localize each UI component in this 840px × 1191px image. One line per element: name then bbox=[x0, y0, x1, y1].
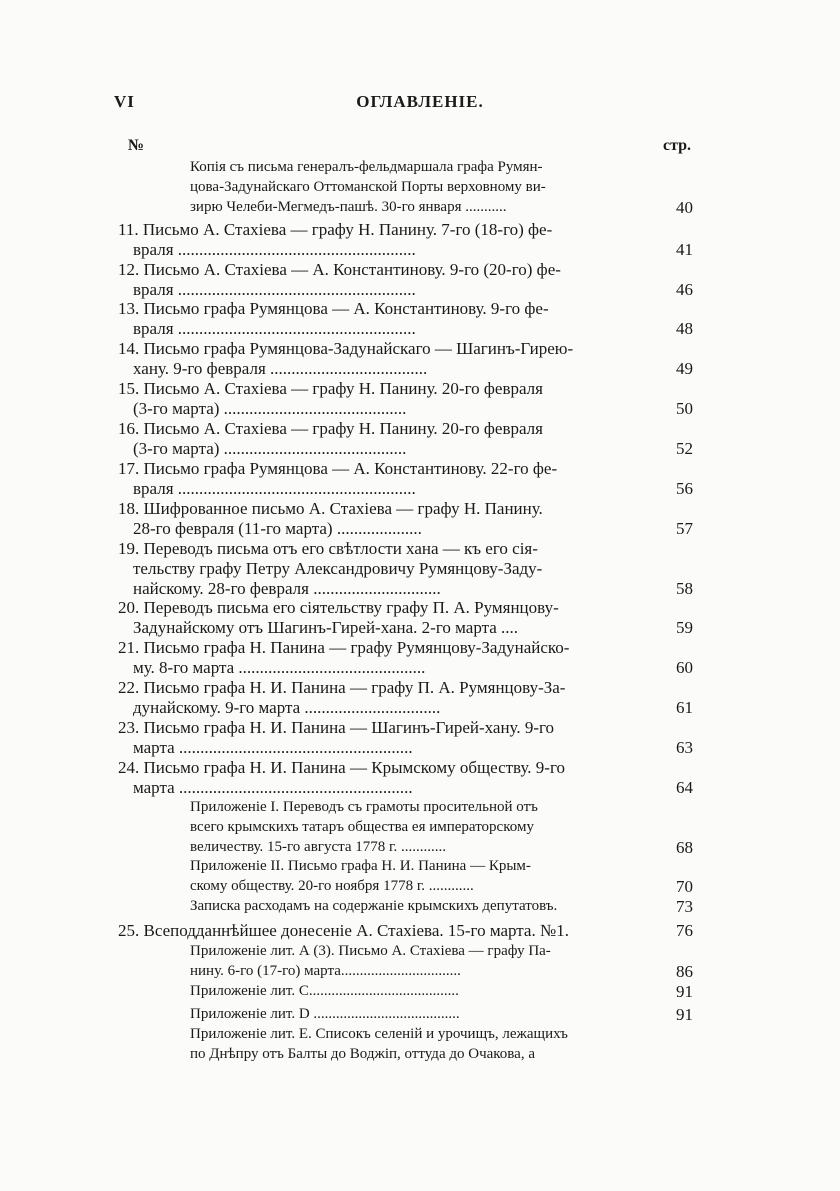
toc-entry-line: Приложеніе II. Письмо графа Н. И. Панина — Крым- bbox=[190, 858, 531, 874]
toc-entry-line: хану. 9-го февраля ..................................... bbox=[133, 359, 428, 378]
toc-page-number: 49 bbox=[676, 359, 693, 378]
toc-page-number: 70 bbox=[676, 877, 693, 896]
toc-entry-line: 19. Переводъ письма отъ его свѣтлости хана — къ его сія- bbox=[118, 539, 538, 558]
page-title: ОГЛАВЛЕНІЕ. bbox=[356, 92, 484, 111]
toc-page-number: 60 bbox=[676, 658, 693, 677]
toc-entry-line: зирю Челеби-Мегмедъ-пашѣ. 30-го января ........... bbox=[190, 199, 507, 215]
toc-entry-line: скому обществу. 20-го ноября 1778 г. ............ bbox=[190, 878, 474, 894]
toc-entry-line: Задунайскому отъ Шагинъ-Гирей-хана. 2-го марта .... bbox=[133, 618, 519, 637]
toc-page-number: 61 bbox=[676, 698, 693, 717]
toc-entry-line: цова-Задунайскаго Оттоманской Порты верховному ви- bbox=[190, 179, 546, 195]
toc-page-number: 64 bbox=[676, 778, 693, 797]
toc-entry-line: Копія съ письма генералъ-фельдмаршала графа Румян- bbox=[190, 159, 543, 175]
toc-page-number: 86 bbox=[676, 962, 693, 981]
toc-entry-line: Приложеніе лит. Е. Списокъ селеній и урочищъ, лежащихъ bbox=[190, 1026, 568, 1042]
toc-entry-line: марта ....................................................... bbox=[133, 778, 413, 797]
toc-entry-line: (3-го марта) ........................................... bbox=[133, 399, 407, 418]
toc-entry-line: Приложеніе лит. С........................................ bbox=[190, 983, 459, 999]
toc-entry-line: найскому. 28-го февраля .............................. bbox=[133, 579, 441, 598]
toc-entry-line: 24. Письмо графа Н. И. Панина — Крымскому обществу. 9-го bbox=[118, 758, 566, 777]
toc-entry-line: 13. Письмо графа Румянцова — А. Константинову. 9-го фе- bbox=[118, 299, 549, 318]
toc-page-number: 40 bbox=[676, 198, 693, 217]
toc-page-number: 57 bbox=[676, 519, 693, 538]
toc-page-number: 73 bbox=[676, 897, 693, 916]
toc-entry-line: 22. Письмо графа Н. И. Панина — графу П. А. Румянцову-За- bbox=[118, 678, 566, 697]
toc-entry-line: Приложеніе лит. D ....................................... bbox=[190, 1006, 460, 1022]
toc-entry-line: по Днѣпру отъ Балты до Воджіп, оттуда до Очакова, а bbox=[190, 1046, 535, 1062]
toc-entry-line: дунайскому. 9-го марта ................................ bbox=[133, 698, 441, 717]
toc-page-number: 68 bbox=[676, 838, 693, 857]
toc-entry-line: 14. Письмо графа Румянцова-Задунайскаго — Шагинъ-Гирею- bbox=[118, 339, 574, 358]
toc-page-number: 59 bbox=[676, 618, 693, 637]
toc-entry-line: 20. Переводъ письма его сіятельству графу П. А. Румянцову- bbox=[118, 598, 559, 617]
toc-entry-line: 16. Письмо А. Стахіева — графу Н. Панину. 20-го февраля bbox=[118, 419, 543, 438]
toc-page-number: 63 bbox=[676, 738, 693, 757]
toc-page-number: 48 bbox=[676, 319, 693, 338]
toc-page-number: 52 bbox=[676, 439, 693, 458]
toc-entry-line: враля ........................................................ bbox=[133, 280, 416, 299]
column-header-number: № bbox=[128, 137, 145, 154]
toc-entry-line: му. 8-го марта ............................................ bbox=[133, 658, 426, 677]
toc-entry-line: 11. Письмо А. Стахіева — графу Н. Панину. 7-го (18-го) фе- bbox=[118, 220, 553, 239]
toc-entry-line: величеству. 15-го августа 1778 г. ............ bbox=[190, 839, 446, 855]
toc-entry-line: 18. Шифрованное письмо А. Стахіева — графу Н. Панину. bbox=[118, 499, 543, 518]
toc-entry-line: 21. Письмо графа Н. Панина — графу Румянцову-Задунайско- bbox=[118, 638, 570, 657]
toc-page-number: 91 bbox=[676, 982, 693, 1001]
toc-entry-line: 25. Всеподданнѣйшее донесеніе А. Стахіева. 15-го марта. №1. bbox=[118, 921, 569, 940]
toc-entry-line: всего крымскихъ татаръ общества ея императорскому bbox=[190, 819, 534, 835]
toc-entry-line: 28-го февраля (11-го марта) .................... bbox=[133, 519, 422, 538]
toc-entry-line: (3-го марта) ........................................... bbox=[133, 439, 407, 458]
toc-page-number: 91 bbox=[676, 1005, 693, 1024]
toc-page-number: 50 bbox=[676, 399, 693, 418]
page-number: VI bbox=[114, 92, 135, 111]
toc-entry-line: враля ........................................................ bbox=[133, 479, 416, 498]
toc-entry-line: тельству графу Петру Александровичу Румянцову-Заду- bbox=[133, 559, 543, 578]
toc-entry-line: 12. Письмо А. Стахіева — А. Константинову. 9-го (20-го) фе- bbox=[118, 260, 561, 279]
toc-entry-line: Приложеніе I. Переводъ съ грамоты просительной отъ bbox=[190, 799, 538, 815]
column-header-page: стр. bbox=[663, 137, 692, 154]
toc-page-number: 76 bbox=[676, 921, 693, 940]
toc-entry-line: нину. 6-го (17-го) марта................................ bbox=[190, 963, 461, 979]
toc-entry-line: Записка расходамъ на содержаніе крымскихъ депутатовъ. bbox=[190, 898, 558, 914]
toc-page-number: 41 bbox=[676, 240, 693, 259]
toc-page-number: 46 bbox=[676, 280, 693, 299]
toc-entry-line: Приложеніе лит. А (3). Письмо А. Стахіева — графу Па- bbox=[190, 943, 551, 959]
toc-entry-line: 17. Письмо графа Румянцова — А. Константинову. 22-го фе- bbox=[118, 459, 558, 478]
toc-entry-line: 15. Письмо А. Стахіева — графу Н. Панину. 20-го февраля bbox=[118, 379, 543, 398]
toc-entry-line: марта ....................................................... bbox=[133, 738, 413, 757]
toc-entry-line: 23. Письмо графа Н. И. Панина — Шагинъ-Гирей-хану. 9-го bbox=[118, 718, 555, 737]
toc-entry-line: враля ........................................................ bbox=[133, 240, 416, 259]
toc-page-number: 58 bbox=[676, 579, 693, 598]
toc-page-number: 56 bbox=[676, 479, 693, 498]
toc-entry-line: враля ........................................................ bbox=[133, 319, 416, 338]
